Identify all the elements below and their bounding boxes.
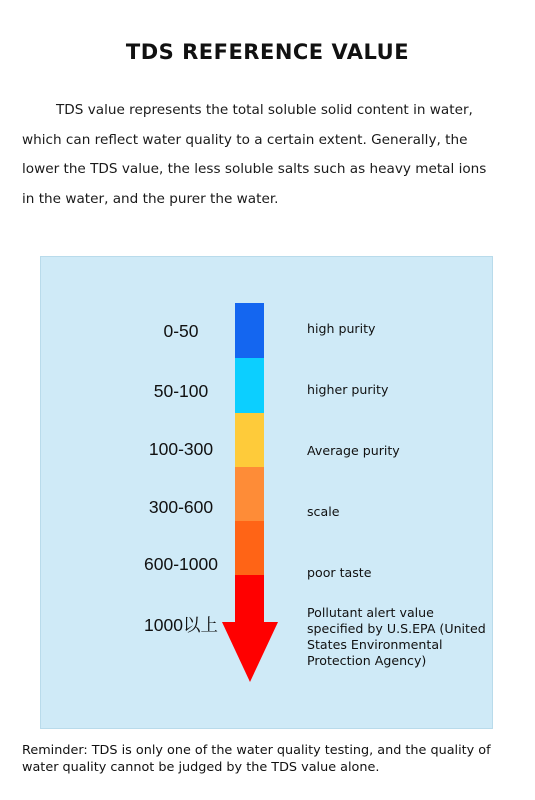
- label-3: scale: [307, 504, 340, 519]
- tds-scale-panel: [40, 256, 493, 729]
- range-4: 600-1000: [144, 554, 218, 574]
- range-3: 300-600: [148, 497, 214, 517]
- range-1: 50-100: [153, 381, 209, 401]
- label-5: Pollutant alert value specified by U.S.EPA (United States Environmental Protection Agency): [307, 605, 486, 668]
- range-2: 100-300: [148, 439, 214, 459]
- range-0: 0-50: [163, 321, 199, 341]
- range-5: 1000以上: [144, 615, 218, 635]
- label-1: higher purity: [307, 382, 389, 397]
- intro-paragraph: TDS value represents the total soluble solid content in water, which can reflect water quality to a certain extent. Generally, the lower the TDS value, the less soluble salts such as heavy metal ions in the water, and the purer the water.: [22, 102, 487, 207]
- reminder-note: Reminder: TDS is only one of the water quality testing, and the quality of water quality cannot be judged by the TDS value alone.: [22, 743, 491, 775]
- label-0: high purity: [307, 321, 376, 336]
- label-4: poor taste: [307, 565, 372, 580]
- label-2: Average purity: [307, 443, 400, 458]
- page-title: TDS REFERENCE VALUE: [125, 40, 410, 64]
